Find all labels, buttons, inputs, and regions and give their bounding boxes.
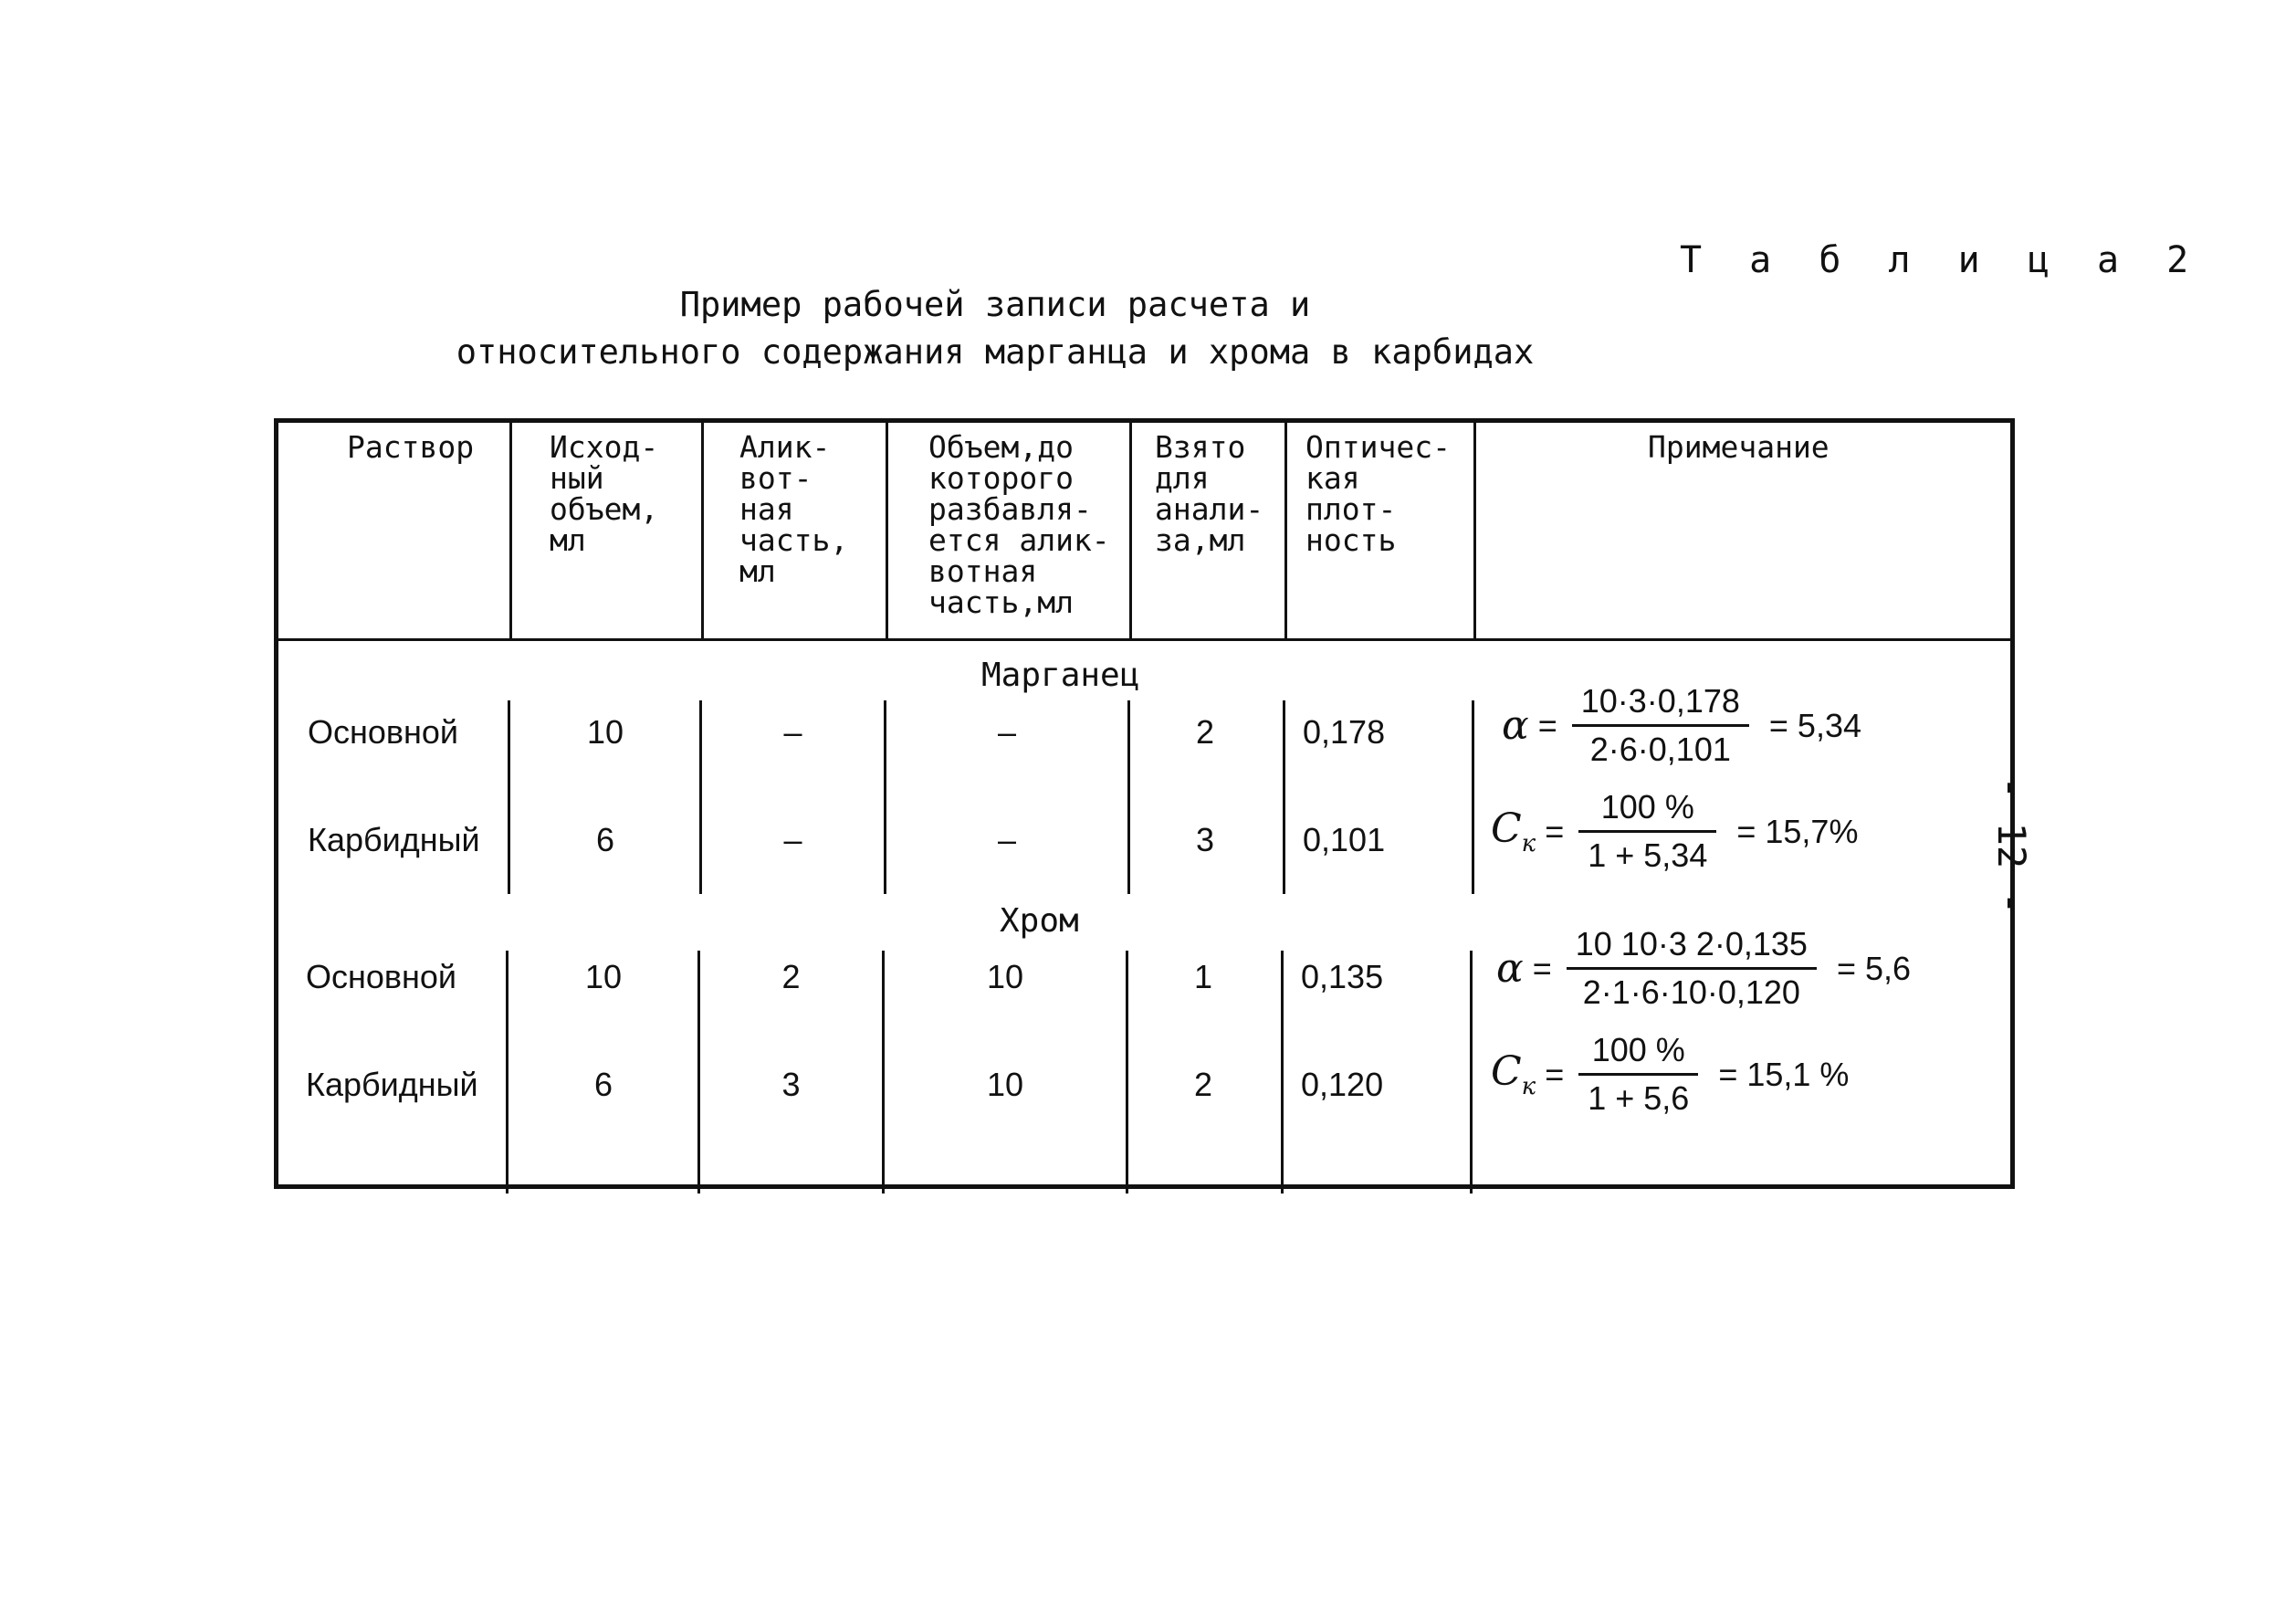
header-col-divider: [509, 423, 512, 638]
cell-dilution: 10: [986, 958, 1024, 995]
cell-solution: Карбидный: [308, 821, 480, 858]
table-label: Т а б л и ц а 2: [1680, 239, 2202, 281]
cell-solution: Основной: [308, 713, 459, 751]
body-col-divider: [1126, 951, 1128, 1194]
cell-volume: 10: [586, 713, 624, 751]
header-aliquot: Алик- вот- ная часть, мл: [739, 429, 849, 589]
cell-solution: Основной: [306, 958, 457, 995]
body-col-divider: [882, 951, 885, 1194]
formula-result: = 5,34: [1768, 706, 1861, 744]
body-col-divider: [1283, 700, 1285, 894]
header-col-divider: [1129, 423, 1132, 638]
formula-ck-chromium: $C_к$ = $\frac{100 \%}{1 + 5,6}$ = 15,1 %: [1491, 1031, 1850, 1117]
header-dilution-volume: Объем,до которого разбавля- ется алик- вотная часть,мл: [928, 429, 1110, 620]
fraction-numerator: 10·3·0,178: [1580, 682, 1740, 720]
cell-volume: 10: [584, 958, 623, 995]
alpha-symbol: α: [1496, 945, 1524, 992]
section-title-manganese: Марганец: [981, 657, 1140, 694]
body-col-divider: [1470, 951, 1473, 1194]
body-col-divider: [884, 700, 886, 894]
alpha-symbol: α: [1502, 702, 1529, 749]
body-col-divider: [699, 700, 702, 894]
body-col-divider: [508, 700, 510, 894]
header-col-divider: [1473, 423, 1476, 638]
formula-result: = 15,7%: [1736, 812, 1859, 850]
formula-result: = 5,6: [1836, 949, 1912, 987]
cell-taken: 2: [1195, 713, 1215, 751]
header-optical-density: Оптичес- кая плот- ность: [1305, 429, 1451, 558]
formula-alpha-manganese: α = $\frac{10\cdot 3\cdot 0,178}{2\cdot 6\cdot 0,101}$ = 5,34: [1502, 682, 1861, 768]
fraction-numerator: 100 %: [1591, 1031, 1685, 1068]
fraction: [1572, 682, 1749, 769]
fraction-denominator: 2·6·0,101: [1589, 731, 1731, 768]
header-solution: Раствор: [347, 429, 475, 465]
cell-density: 0,178: [1303, 713, 1386, 751]
cell-dilution: 10: [986, 1066, 1024, 1103]
ck-symbol: $C_к$: [1491, 1048, 1536, 1100]
cell-density: 0,135: [1301, 958, 1384, 995]
header-col-divider: [886, 423, 888, 638]
header-col-divider: [701, 423, 704, 638]
fraction-denominator: 1 + 5,34: [1588, 836, 1708, 874]
cell-aliquot: –: [783, 821, 802, 858]
cell-density: 0,101: [1303, 821, 1386, 858]
body-col-divider: [1472, 700, 1474, 894]
cell-aliquot: –: [783, 713, 802, 751]
ck-symbol: $C_к$: [1491, 805, 1536, 857]
cell-dilution: –: [997, 821, 1017, 858]
table-caption-line-2: относительного содержания марганца и хрома в карбидах: [456, 332, 1535, 372]
header-divider: [278, 638, 2010, 641]
cell-taken: 3: [1195, 821, 1215, 858]
fraction: [1567, 925, 1817, 1012]
cell-taken: 2: [1193, 1066, 1213, 1103]
fraction-denominator: 1 + 5,6: [1588, 1079, 1690, 1117]
cell-aliquot: 2: [781, 958, 801, 995]
header-taken: Взято для анали- за,мл: [1155, 429, 1264, 558]
cell-dilution: –: [997, 713, 1017, 751]
table-caption-line-1: Пример рабочей записи расчета и: [679, 285, 1311, 324]
page-number: - 12 -: [1989, 776, 2034, 915]
body-col-divider: [506, 951, 508, 1194]
fraction-numerator: 10 10·3 2·0,135: [1575, 925, 1808, 962]
header-note: Примечание: [1648, 429, 1829, 465]
data-table: [274, 418, 2015, 1189]
cell-volume: 6: [593, 1066, 613, 1103]
body-col-divider: [1127, 700, 1130, 894]
fraction: [1578, 1031, 1698, 1118]
formula-alpha-chromium: α = $\frac{10 10\cdot 3 2\cdot 0,135}{2\cdot 1\cdot 6\cdot 10\cdot 0,120}$ = 5,6: [1496, 925, 1912, 1011]
section-title-chromium: Хром: [1000, 902, 1079, 940]
cell-density: 0,120: [1301, 1066, 1384, 1103]
body-col-divider: [697, 951, 700, 1194]
fraction-denominator: 2·1·6·10·0,120: [1582, 973, 1800, 1011]
cell-aliquot: 3: [781, 1066, 801, 1103]
header-initial-volume: Исход- ный объем, мл: [550, 429, 659, 558]
cell-solution: Карбидный: [306, 1066, 478, 1103]
body-col-divider: [1281, 951, 1284, 1194]
fraction-numerator: 100 %: [1600, 788, 1694, 826]
header-col-divider: [1284, 423, 1287, 638]
cell-volume: 6: [595, 821, 615, 858]
formula-ck-manganese: $C_к$ = $\frac{100 \%}{1 + 5,34}$ = 15,7%: [1491, 788, 1859, 874]
cell-taken: 1: [1193, 958, 1213, 995]
fraction: [1578, 788, 1716, 875]
formula-result: = 15,1 %: [1718, 1055, 1850, 1093]
